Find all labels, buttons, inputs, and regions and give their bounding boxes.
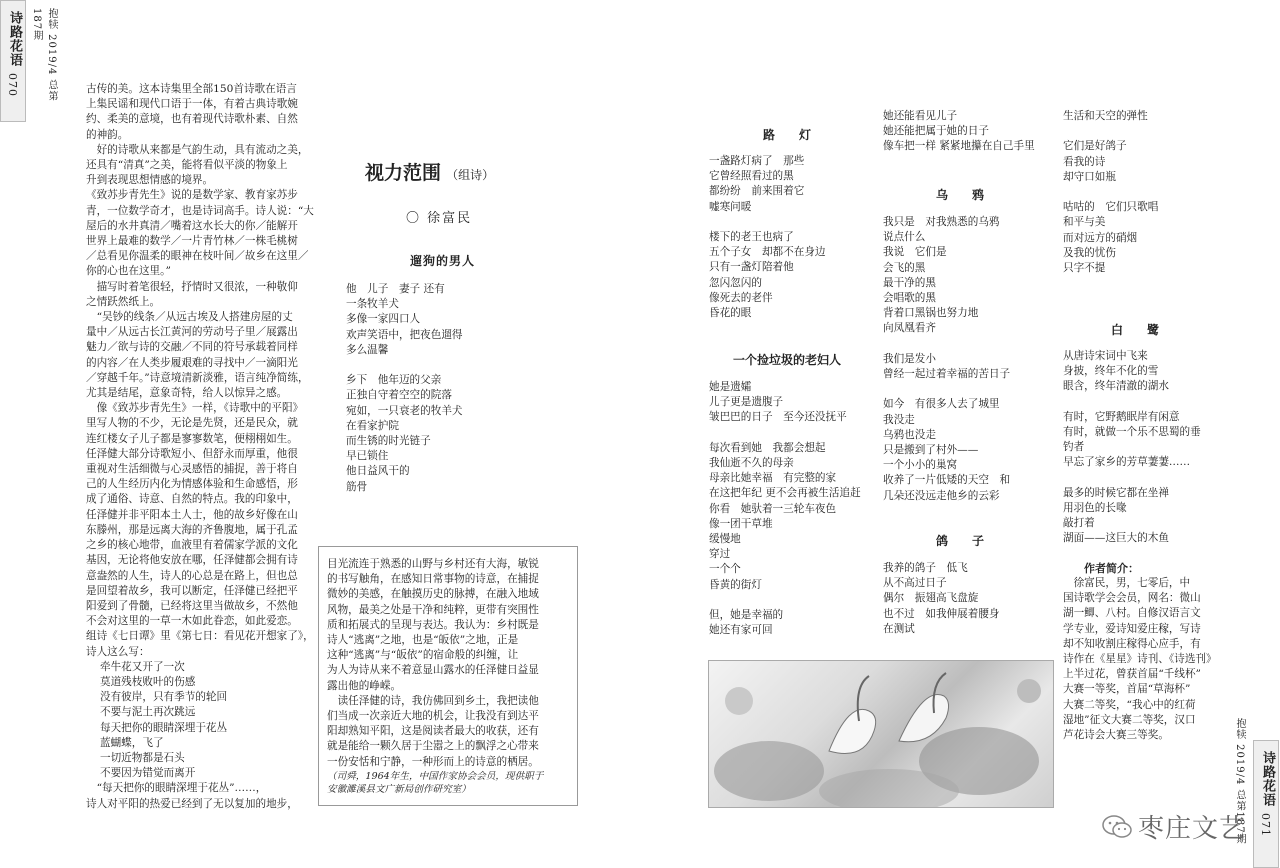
text-line: 基因，无论将他安放在哪，任泽健都会拥有诗 — [86, 554, 298, 567]
text-line: 正独自守着空空的院落 — [346, 389, 452, 402]
text-line: 古传的美。这本诗集里全部150首诗歌在语言 — [86, 83, 297, 95]
text-line: 之乡的核心地带，血液里有着儒家学派的文化 — [86, 539, 298, 552]
text-line: 穿过 — [709, 548, 731, 561]
text-line: 湿地”征文大赛二等奖，汉口 — [1063, 713, 1196, 726]
text-line — [883, 337, 1058, 352]
text-line: 早忘了家乡的芳草萋萋…… — [1063, 456, 1191, 469]
page-number: 070 — [6, 73, 19, 97]
text-line: 在测试 — [883, 622, 915, 635]
text-line: 她还有家可回 — [709, 624, 773, 637]
issue-label-left: 抱犊 2019/4 总第187期 — [31, 8, 57, 102]
text-line — [709, 593, 879, 608]
text-line: 我养的鸽子 低飞 — [883, 562, 968, 574]
section-label: 诗路花语 — [7, 11, 22, 67]
text-line: 牵牛花又开了一次 — [100, 660, 185, 673]
text-line: 我只是 对我熟悉的乌鸦 — [883, 216, 1000, 228]
text-line: 们当成一次亲近大地的机会，让我没有到达平 — [327, 710, 539, 723]
text-line: 在这把年纪 更不会再被生活追赶 — [709, 487, 861, 500]
text-line: 它们是好鸽子 — [1063, 140, 1127, 153]
text-line: 诗作在《星星》诗刊、《诗选刊》 — [1063, 653, 1217, 666]
text-line: 湖面——这巨大的木鱼 — [1063, 532, 1169, 545]
poem-title: 白 鹭 — [1110, 323, 1165, 337]
text-line: 国诗歌学会会员，网名：微山 — [1063, 592, 1201, 605]
left-page-tab — [0, 0, 26, 122]
text-line: 我们是发小 — [883, 352, 936, 365]
text-line: 会唱歌的黑 — [883, 292, 936, 305]
text-line — [1063, 395, 1223, 410]
text-line: 大赛一等奖，首届“草海杯” — [1063, 683, 1191, 696]
text-line: 任泽健并非平阳本土人士，他的故乡好像在山 — [86, 508, 298, 521]
text-line: 你看 她驮着一三轮车夜色 — [709, 502, 837, 515]
watermark — [1102, 808, 1246, 845]
text-line: 多像一家四口人 — [346, 313, 421, 326]
text-line: 最干净的黑 — [883, 276, 936, 289]
text-line: 他 儿子 妻子 还有 — [346, 283, 445, 295]
text-line: 一个小小的巢窝 — [883, 459, 958, 472]
text-line: 里写人物的不少，无论是先贤，还是民众，就 — [86, 417, 298, 430]
poem-heading — [365, 158, 545, 185]
text-line — [883, 382, 1058, 397]
text-line: 每天把你的眼睛深埋于花丛 — [100, 721, 228, 734]
text-line: 她是遗孀 — [709, 381, 752, 393]
text-line: 风物，最美之处是干净和纯粹，更带有突围性 — [327, 603, 539, 616]
text-line: 有时，它野鹅眠岸有闲意 — [1063, 410, 1180, 423]
text-line: 我仙逝不久的母亲 — [709, 457, 794, 470]
text-line: “吴钞的线条／从远古埃及人搭建房屋的丈 — [86, 311, 293, 324]
essay-paragraphs — [86, 82, 322, 660]
poem-body — [709, 154, 874, 321]
essay-box — [318, 546, 578, 806]
text-line: 徐富民，男，七零后，中 — [1063, 577, 1191, 589]
text-line — [1063, 185, 1213, 200]
egret-lotus-illustration — [708, 660, 1054, 808]
bio-title: 作者简介： — [1084, 562, 1139, 575]
text-line: 的神韵。 — [86, 128, 129, 141]
text-line: 目光流连于熟悉的山野与乡村还有大海，敏锐 — [327, 558, 539, 570]
text-line: 就是能给一颗久居于尘嚣之上的飘浮之心带来 — [327, 740, 539, 753]
section-label: 诗路花语 — [1260, 751, 1275, 807]
text-line: 和平与美 — [1063, 216, 1106, 229]
text-line: 像车把一样 紧紧地攥在自己手里 — [883, 140, 1035, 153]
text-line: 多么温馨 — [346, 343, 389, 356]
text-line: 一盏路灯病了 那些 — [709, 155, 805, 167]
text-line: “每天把你的眼睛深埋于花丛”……， — [86, 782, 267, 795]
text-line — [709, 215, 874, 230]
text-line: 屋后的水井真清／嘴着这水长大的你／能解开 — [86, 219, 298, 232]
text-line: 乡下 他年迈的父亲 — [346, 374, 442, 387]
text-line: 看我的诗 — [1063, 155, 1106, 168]
text-line: 不要与泥土再次跳远 — [100, 706, 196, 719]
text-line: 收养了一片低矮的天空 和 — [883, 474, 1011, 487]
text-line: 昏花的眼 — [709, 307, 752, 320]
text-line: 的书写触角，在感知日常事物的诗意，在捕捉 — [327, 573, 539, 586]
text-line: 好的诗歌从来都是气韵生动，具有流动之美， — [86, 143, 309, 156]
page-number: 071 — [1259, 813, 1272, 837]
text-line: 我说 它们是 — [883, 246, 947, 259]
text-line: 只有一盏灯陪着他 — [709, 261, 794, 274]
text-line: 在看家护院 — [346, 419, 399, 432]
text-line: 一份安恬和宁静，一种形而上的诗意的栖居。 — [327, 755, 539, 768]
essay-column — [86, 82, 322, 812]
text-line: 只字不提 — [1063, 262, 1106, 275]
text-line: 最多的时候它都在坐禅 — [1063, 486, 1169, 499]
text-line: 钓者 — [1063, 441, 1085, 454]
poem-body — [883, 561, 1058, 637]
page-title: 视力范围 — [365, 162, 442, 184]
quoted-poem — [86, 660, 322, 782]
text-line: 芦花诗会大赛三等奖。 — [1063, 729, 1169, 742]
poem-body — [709, 380, 879, 638]
text-line: 她还能把属于她的日子 — [883, 125, 989, 138]
text-line: 皱巴巴的日子 至今还没抚平 — [709, 411, 847, 424]
watermark-text: 枣庄文艺 — [1138, 814, 1247, 844]
text-line: 湖一鲫、八村。自修汉语言文 — [1063, 607, 1201, 620]
text-line: 说点什么 — [883, 231, 926, 244]
poem-body — [1063, 349, 1223, 547]
text-line: 嘘寒问暖 — [709, 200, 752, 213]
text-line: 他日益风干的 — [346, 465, 410, 478]
text-line: 诗人“逃离”之地，也是“皈依”之地，正是 — [327, 634, 519, 647]
text-line: 没有彼岸，只有季节的轮回 — [100, 691, 228, 704]
text-line: 莫道残枝败叶的伤感 — [100, 675, 196, 688]
text-line: 五个子女 却都不在身边 — [709, 246, 826, 259]
text-line: 一切近物都是石头 — [100, 751, 185, 764]
poem-title: 鸽 子 — [935, 534, 990, 548]
poem-body — [346, 282, 556, 495]
text-line: 你的心也在这里。” — [86, 265, 171, 278]
text-line: 筋骨 — [346, 480, 368, 493]
text-line: 如今 有很多人去了城里 — [883, 398, 1000, 411]
text-line: 还具有“清真”之美，能将看似平淡的物象上 — [86, 159, 288, 172]
text-line: 像一团干草堆 — [709, 517, 773, 530]
text-line: 蓝蝴蝶，飞了 — [100, 736, 164, 749]
text-line: 为人为诗从来不着意显山露水的任泽健日益显 — [327, 664, 539, 677]
text-line: 像《致苏步青先生》一样，《诗歌中的平阳》 — [86, 402, 304, 415]
text-line: 不会对这里的一草一木如此眷恋，如此爱恋。 — [86, 615, 298, 628]
text-line: 大赛二等奖，“我心中的红荷 — [1063, 698, 1196, 711]
text-line: 母亲比她幸福 有完整的家 — [709, 472, 837, 485]
text-line: 魅力／欲与诗的交融／不同的符号承载着同样 — [86, 341, 298, 354]
text-line: 东滕州，那是远离大海的齐鲁腹地，属于孔孟 — [86, 523, 298, 536]
text-line: 一个个 — [709, 563, 741, 576]
text-line: 一条牧羊犬 — [346, 298, 399, 311]
text-line: 缓慢地 — [709, 533, 741, 546]
bio-body — [1063, 576, 1233, 743]
text-line: 上集民谣和现代口语于一体，有着古典诗歌婉 — [86, 98, 298, 111]
text-line: 世界上最难的数学／一片青竹林／一株毛桃树 — [86, 235, 298, 248]
text-line: 敲打着 — [1063, 517, 1095, 530]
text-line: 她还能看见儿子 — [883, 110, 958, 122]
poem-title: 乌 鸦 — [935, 188, 990, 202]
text-line: 乌鸦也没走 — [883, 428, 936, 441]
text-line: 阳爱到了骨髓，已经将这里当做故乡，不然他 — [86, 599, 298, 612]
text-line: 只是搬到了村外—— — [883, 444, 979, 457]
text-line: 尤其是结尾，意象奇特，给人以惊异之感。 — [86, 387, 288, 400]
text-line: 意盎然的人生，诗人的心总是在路上，但也总 — [86, 569, 298, 582]
text-line: 诗人对平阳的热爱已经到了无以复加的地步， — [86, 797, 298, 810]
text-line: 不要因为错觉而离开 — [100, 767, 196, 780]
text-line: 像死去的老伴 — [709, 291, 773, 304]
poem-continuation — [1063, 109, 1213, 276]
text-line: 连红楼女子儿子都是寥寥数笔，便栩栩如生。 — [86, 432, 298, 445]
text-line: 学专业，爱诗知爱庄稼，写诗 — [1063, 622, 1201, 635]
text-line: 读任泽健的诗，我仿佛回到乡土，我把读他 — [327, 694, 539, 707]
text-line: 有时，就做一个乐不思蜀的垂 — [1063, 426, 1201, 439]
text-line: ／总看见你温柔的眼神在枝叶间／故乡在这里／ — [86, 250, 309, 263]
text-line: ／穿越千年。”诗意境清新淡雅，语言纯净简练， — [86, 371, 309, 384]
text-line: 用羽色的长喙 — [1063, 502, 1127, 515]
text-line: 我没走 — [883, 413, 915, 426]
wechat-icon — [1102, 814, 1132, 840]
text-line: （司舜，1964年生，中国作家协会会员，现供职于 — [327, 770, 544, 782]
text-line: 几朵还没远走他乡的云彩 — [883, 489, 1000, 502]
text-line: 早已锁住 — [346, 450, 389, 463]
poem-author: 〇 徐富民 — [406, 211, 473, 226]
poem-continuation — [883, 109, 1058, 155]
illustration-art — [709, 661, 1053, 807]
text-line: 从不高过日子 — [883, 577, 947, 590]
text-line: 儿子更是遗腹子 — [709, 396, 784, 409]
text-line: 曾经一起过着幸福的苦日子 — [883, 368, 1011, 381]
text-line: 却守口如瓶 — [1063, 170, 1116, 183]
text-line: 却不知收割庄稼得心应手，有 — [1063, 637, 1201, 650]
text-line: 诗人这么写： — [86, 645, 150, 658]
text-line: 眼含，终年清澈的湖水 — [1063, 380, 1169, 393]
text-line: 都纷纷 前来围着它 — [709, 185, 805, 198]
text-line: 重视对生活细微与心灵感悟的捕捉，善于将自 — [86, 463, 298, 476]
text-line: 阳却熟知平阳，这是阅读者最大的收获，还有 — [327, 725, 539, 738]
text-line — [1063, 124, 1213, 139]
text-line: 上半过花，曾获首届“千线杯” — [1063, 668, 1201, 681]
text-line: 是回望着故乡，我可以断定，任泽健已经把平 — [86, 584, 298, 597]
text-line: 组诗《七日谭》里《第七日：看见花开想家了》， — [86, 630, 314, 643]
text-line: 忽闪忽闪的 — [709, 276, 762, 289]
text-line: 而对远方的硝烟 — [1063, 231, 1138, 244]
text-line: 楼下的老王也病了 — [709, 231, 794, 244]
text-line: 青，一位数学奇才，也是诗词高手。诗人说：“大 — [86, 204, 314, 217]
text-line: 欢声笑语中，把夜色遛得 — [346, 328, 463, 341]
poem-title: 遛狗的男人 — [410, 254, 476, 268]
text-line: 这种“逃离”与“皈依”的宿命般的纠缠，让 — [327, 649, 519, 662]
text-line: 之情跃然纸上。 — [86, 295, 161, 308]
page-subtitle: （组诗） — [446, 168, 495, 182]
text-line: 的内容／在人类步履艰难的寻找中／一滴阳光 — [86, 356, 298, 369]
text-line: 质和拓展式的呈现与表达。我认为：乡村既是 — [327, 618, 539, 631]
essay-box-text — [327, 557, 577, 770]
text-line — [1063, 471, 1223, 486]
poem-title: 一个捡垃圾的老妇人 — [733, 353, 842, 367]
text-line: 安徽濉溪县文广新局创作研究室） — [327, 783, 471, 795]
essay-author-note — [327, 770, 577, 796]
text-line: 而生锈的时光链子 — [346, 435, 431, 448]
text-line: 生活和天空的弹性 — [1063, 110, 1148, 122]
text-line: 任泽健大部分诗歌短小、但舒永而厚重，他很 — [86, 447, 298, 460]
issue-label-right: 抱犊 2019/4 总第187期 — [1234, 718, 1245, 845]
text-line: 己的人生经历内化为情感体验和生命感悟，形 — [86, 478, 298, 491]
text-line: 但，她是幸福的 — [709, 609, 784, 622]
text-line: 约、柔美的意境，也有着现代诗歌朴素、自然 — [86, 113, 298, 126]
text-line — [346, 358, 556, 373]
text-line: 及我的忧伤 — [1063, 246, 1116, 259]
text-line: 宛如，一只衰老的牧羊犬 — [346, 404, 463, 417]
right-page-tab — [1253, 740, 1279, 868]
text-line: 升到表现思想情感的境界。 — [86, 174, 214, 187]
text-line: 也不过 如我伸展着腰身 — [883, 607, 1000, 620]
text-line: 身披，终年不化的雪 — [1063, 365, 1159, 378]
text-line: 成了通俗、诗意、自然的特点。我的印象中， — [86, 493, 298, 506]
text-line: 每次看到她 我都会想起 — [709, 441, 826, 454]
text-line: 会飞的黑 — [883, 261, 926, 274]
poem-title: 路 灯 — [762, 128, 817, 142]
text-line — [709, 426, 879, 441]
text-line: 背着口黑锅也努力地 — [883, 307, 979, 320]
poem-body — [883, 215, 1058, 504]
text-line: 从唐诗宋词中飞来 — [1063, 350, 1148, 362]
text-line: 偶尔 振翅高飞盘旋 — [883, 592, 979, 605]
text-line: 它曾经照看过的黑 — [709, 170, 794, 183]
text-line: 量中／从远古长江黄河的劳动号子里／展露出 — [86, 326, 298, 339]
text-line: 《致苏步青先生》说的是数学家、教育家苏步 — [86, 189, 298, 202]
text-line: 咕咕的 它们只歌唱 — [1063, 201, 1159, 214]
text-line: 向凤凰看齐 — [883, 322, 936, 335]
text-line: 露出他的峥嵘。 — [327, 679, 402, 692]
essay-paragraphs-end — [86, 781, 322, 811]
text-line: 昏黄的街灯 — [709, 578, 762, 591]
text-line: 描写时着笔很轻，抒情时又很浓，一种敬仰 — [86, 280, 298, 293]
text-line: 微妙的美感，在触摸历史的脉搏，在融入地域 — [327, 588, 539, 601]
